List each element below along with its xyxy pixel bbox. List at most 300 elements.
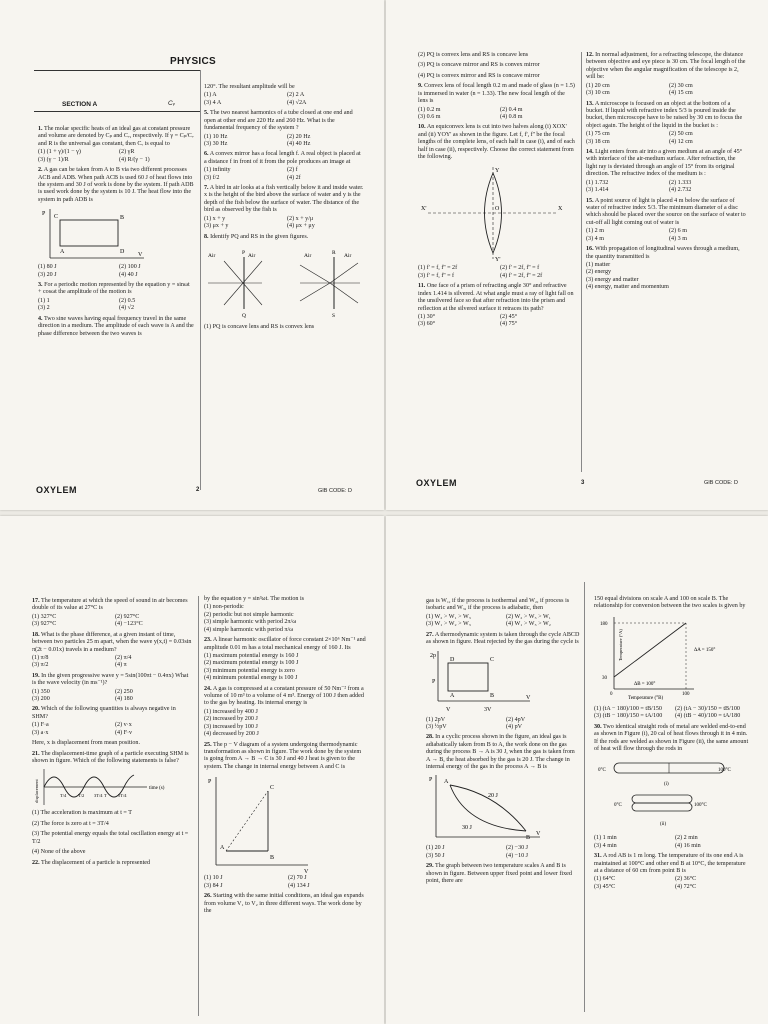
answer-option[interactable]: (3) 84 J bbox=[204, 882, 223, 889]
page2-col1 bbox=[38, 126, 194, 341]
answer-option[interactable]: (4) 3 m bbox=[669, 235, 687, 242]
answer-options bbox=[204, 92, 364, 107]
answer-option[interactable]: (1) F·a bbox=[32, 722, 49, 729]
answer-option[interactable]: (3) simple harmonic with period 2π/ω bbox=[204, 619, 297, 626]
answer-option[interactable]: (4) 180 bbox=[115, 696, 133, 703]
answer-option[interactable]: (3) f/2 bbox=[204, 174, 220, 181]
answer-option[interactable]: (3) 45°C bbox=[594, 883, 616, 890]
question bbox=[32, 849, 192, 856]
answer-option[interactable]: (4) 2.732 bbox=[669, 187, 692, 194]
page-number: 2 bbox=[196, 487, 200, 493]
answer-options bbox=[586, 228, 746, 243]
svg-text:D: D bbox=[120, 249, 125, 256]
answer-option[interactable]: (1) 2pV bbox=[426, 716, 446, 723]
question bbox=[32, 740, 192, 747]
question bbox=[586, 198, 746, 244]
answer-option[interactable]: (4) √2 bbox=[119, 305, 135, 312]
question-text: (2) The force is zero at t = 3T/4 bbox=[32, 820, 109, 827]
svg-text:30: 30 bbox=[602, 675, 607, 681]
svg-text:30 J: 30 J bbox=[462, 825, 472, 832]
answer-option[interactable]: (4) 15 cm bbox=[669, 90, 693, 97]
question bbox=[586, 149, 746, 195]
svg-text:A: A bbox=[60, 249, 65, 256]
question-number: 30. bbox=[594, 723, 602, 730]
answer-options bbox=[594, 835, 750, 850]
question-text: A convex mirror has a focal length f. A real object is placed at a distance f in front of it from the pole produces an image at bbox=[204, 151, 361, 165]
page2-col2 bbox=[204, 84, 364, 334]
question bbox=[32, 831, 192, 846]
answer-option[interactable]: (2) 0.4 m bbox=[500, 106, 523, 113]
answer-options bbox=[32, 614, 192, 629]
answer-option[interactable]: (2) 1.333 bbox=[669, 179, 692, 186]
answer-options bbox=[32, 722, 192, 737]
question bbox=[204, 686, 366, 739]
answer-option[interactable]: (4) 12 cm bbox=[669, 138, 693, 145]
svg-text:V: V bbox=[526, 694, 531, 701]
answer-option[interactable]: (4) f' = 2f, f'' = 2f bbox=[500, 272, 543, 279]
svg-text:time (s): time (s) bbox=[149, 786, 165, 792]
question bbox=[204, 324, 364, 331]
svg-text:displacement: displacement bbox=[34, 779, 39, 804]
pv-diagram-acb-adb bbox=[38, 206, 148, 262]
question bbox=[32, 821, 192, 828]
answer-option[interactable]: (3) 20 J bbox=[38, 271, 57, 278]
svg-text:Y: Y bbox=[495, 168, 500, 175]
answer-option[interactable]: (1) 80 J bbox=[38, 264, 57, 271]
question-number: 19. bbox=[32, 672, 40, 679]
answer-option[interactable]: (2) W₂ > W₃ > W₁ bbox=[506, 613, 551, 620]
question-text: Starting with the same initial conditions, an ideal gas expands from volume V₁ to V₂ in three different ways. The work done by the bbox=[204, 893, 364, 914]
answer-option[interactable]: (4) F·v bbox=[115, 729, 133, 736]
svg-text:Q: Q bbox=[242, 313, 246, 320]
gib-code: GIB CODE: D bbox=[704, 480, 738, 486]
question-text: gas is W₁, if the process is isothermal and W₂, if process is isobaric and W₃, if the process is adiabatic, then bbox=[426, 598, 570, 612]
page3-col2 bbox=[586, 52, 746, 295]
answer-option[interactable]: (4) √2A bbox=[287, 99, 307, 106]
pv-diagram-abc bbox=[204, 773, 314, 873]
page-5 bbox=[386, 516, 768, 1024]
answer-option[interactable]: (4) 40 J bbox=[119, 271, 138, 278]
question-number: 24. bbox=[204, 685, 212, 692]
answer-option[interactable]: (3) 200 bbox=[32, 696, 50, 703]
answer-options bbox=[32, 655, 192, 670]
answer-option[interactable]: (4) μx + μy bbox=[287, 223, 315, 230]
answer-option[interactable]: (3) 10 cm bbox=[586, 90, 610, 97]
answer-option[interactable]: (1) 20 cm bbox=[586, 82, 610, 89]
answer-option[interactable]: (1) 64°C bbox=[594, 876, 616, 883]
answer-option[interactable]: (2) 927°C bbox=[115, 613, 140, 620]
question-text: In the given progressive wave y = 5sin(100πt − 0.4πx) What is the wave velocity (in ms⁻¹)? bbox=[32, 672, 189, 687]
answer-option[interactable]: (1) 350 bbox=[32, 688, 50, 695]
question bbox=[418, 73, 576, 80]
answer-option[interactable]: (2) 250 bbox=[115, 688, 133, 695]
question-number: 15. bbox=[586, 197, 594, 204]
question bbox=[418, 52, 576, 59]
svg-text:3V: 3V bbox=[484, 706, 492, 713]
question bbox=[594, 596, 750, 703]
answer-option[interactable]: (2) 6 m bbox=[669, 228, 687, 235]
question-text: The displacement-time graph of a particle executing SHM is shown in figure. Which of the following statements is false? bbox=[32, 750, 189, 765]
question bbox=[586, 52, 746, 98]
answer-options bbox=[204, 875, 366, 890]
answer-option[interactable]: (1) matter bbox=[586, 261, 611, 268]
answer-options bbox=[38, 149, 194, 164]
answer-option[interactable]: (3) μx + y bbox=[204, 223, 229, 230]
page4-col2 bbox=[204, 596, 366, 918]
question bbox=[32, 751, 192, 808]
answer-option[interactable]: (1) 30° bbox=[418, 314, 436, 321]
question bbox=[418, 283, 576, 329]
gib-code: GIB CODE: D bbox=[318, 488, 352, 494]
svg-text:100: 100 bbox=[682, 691, 690, 697]
svg-text:ΔA = 150°: ΔA = 150° bbox=[694, 647, 716, 653]
question-text: (3) PQ is concave mirror and RS is convex mirror bbox=[418, 62, 540, 69]
question bbox=[38, 282, 194, 313]
answer-option[interactable]: (2) x + y/μ bbox=[287, 215, 314, 222]
answer-option[interactable]: (3) 60° bbox=[418, 321, 436, 328]
answer-option[interactable]: (4) 16 min bbox=[675, 842, 701, 849]
cyclic-process-diagram bbox=[426, 773, 546, 843]
question-text: (3) The potential energy equals the total oscillation energy at t = T/2 bbox=[32, 831, 189, 845]
question bbox=[418, 83, 576, 121]
page5-col2 bbox=[594, 596, 750, 894]
page-title: PHYSICS bbox=[170, 56, 217, 67]
question bbox=[38, 316, 194, 338]
answer-option[interactable]: (4) 2f bbox=[287, 174, 301, 181]
question bbox=[204, 110, 364, 148]
answer-option[interactable]: (3) 4 A bbox=[204, 99, 222, 106]
question-number: 13. bbox=[586, 100, 594, 107]
answer-option[interactable]: (3) 50 J bbox=[426, 852, 445, 859]
question bbox=[32, 632, 192, 670]
answer-option[interactable]: (1) (1 + γ)/(1 − γ) bbox=[38, 149, 81, 156]
answer-option[interactable]: (4) 134 J bbox=[288, 882, 310, 889]
question bbox=[204, 893, 366, 915]
svg-text:Air: Air bbox=[344, 253, 352, 260]
svg-text:3T/4: 3T/4 bbox=[94, 793, 103, 799]
question bbox=[32, 598, 192, 629]
question-text: A linear harmonic oscillator of force constant 2×10⁶ Nm⁻¹ and amplitude 0.01 m has a total mechanical energy of 160 J. Its bbox=[204, 637, 366, 651]
answer-options bbox=[38, 298, 194, 313]
answer-options bbox=[586, 180, 746, 195]
question bbox=[32, 706, 192, 737]
answer-options bbox=[418, 107, 576, 122]
question-number: 18. bbox=[32, 631, 40, 638]
answer-options bbox=[32, 689, 192, 704]
question bbox=[426, 598, 580, 629]
question bbox=[38, 167, 194, 279]
question-number: 2. bbox=[38, 167, 43, 174]
answer-option[interactable]: (4) 72°C bbox=[675, 883, 697, 890]
question-text: In a cyclic process shown in the figure, an ideal gas is adiabatically taken from B to A, the work done on the gas during the process B → A is 30 J, when the gas is taken from A → B, the heat absorbed by the gas is 20 J. The change in internal energy of the gas in the process A → B is bbox=[426, 734, 575, 771]
svg-text:C: C bbox=[54, 214, 59, 221]
svg-text:X: X bbox=[558, 206, 563, 213]
question-text: Convex lens of focal length 0.2 m and made of glass (n = 1.5) is immersed in water (n = 1.33). The new focal length of the lens is bbox=[418, 83, 575, 105]
answer-option[interactable]: (3) 2 bbox=[38, 305, 50, 312]
svg-text:ΔB = 100°: ΔB = 100° bbox=[634, 681, 656, 687]
answer-option[interactable]: (2) 2 min bbox=[675, 835, 698, 842]
answer-option[interactable]: (3) (tB − 180)/150 = tA/100 bbox=[594, 713, 663, 720]
answer-option[interactable]: (2) 70 J bbox=[288, 875, 307, 882]
answer-option[interactable]: (3) π/2 bbox=[32, 662, 49, 669]
answer-option[interactable]: (2) f' = 2f, f'' = f bbox=[500, 265, 540, 272]
answer-option[interactable]: (2) energy bbox=[586, 269, 612, 276]
answer-option[interactable]: (3) (γ − 1)/R bbox=[38, 156, 69, 163]
question-text: (2) PQ is convex lens and RS is concave lens bbox=[418, 52, 529, 58]
svg-text:T/2: T/2 bbox=[78, 793, 85, 799]
answer-option[interactable]: (1) 10 J bbox=[204, 875, 223, 882]
question-text: by the equation y = sin³ωt. The motion is bbox=[204, 596, 305, 602]
svg-text:A: A bbox=[444, 779, 449, 786]
answer-option[interactable]: (4) −10 J bbox=[506, 852, 529, 859]
answer-option[interactable]: (1) 1 bbox=[38, 297, 50, 304]
svg-text:100°C: 100°C bbox=[718, 768, 731, 774]
answer-option[interactable]: (3) 4 m bbox=[586, 235, 604, 242]
answer-option[interactable]: (1) 20 J bbox=[426, 845, 445, 852]
answer-options bbox=[418, 265, 576, 280]
question-text: Two identical straight rods of metal are welded end-to-end as shown in Figure (i), 20 cal of heat flows through it in 4 min. If the rods are welded as shown in Figure (ii), the same amount of heat will flow through the rods in bbox=[594, 723, 749, 752]
answer-option[interactable]: (1) A bbox=[204, 92, 217, 99]
question-text: Two sine waves having equal frequency travel in the same direction in a medium. The amplitude of each wave is A and the phase difference between the two waves is bbox=[38, 315, 194, 337]
answer-option[interactable]: (2) 50 cm bbox=[669, 131, 693, 138]
question-number: 25. bbox=[204, 741, 212, 748]
question-text: The graph between two temperature scales A and B is shown in figure. Between upper fixed point and lower fixed point, there are bbox=[426, 863, 572, 885]
question-text: The displacement of a particle is represented bbox=[41, 859, 151, 866]
answer-option[interactable]: (3) increased by 100 J bbox=[204, 723, 258, 730]
question bbox=[204, 234, 364, 321]
question bbox=[586, 101, 746, 147]
question-number: 11. bbox=[418, 283, 426, 290]
svg-text:T/4: T/4 bbox=[60, 793, 67, 799]
question-number: 14. bbox=[586, 149, 594, 156]
answer-option[interactable]: (3) 0.6 m bbox=[418, 113, 441, 120]
answer-option[interactable]: (4) W₁ > W₃ > W₂ bbox=[506, 621, 551, 628]
question-text: An equiconvex lens is cut into two halves along (i) XOX' and (ii) YOY' as shown in the figure. Let f, f', f'' be the focal lengths of the complete lens, of each half in case (i), and of each half in case (ii), respectively. Choose the correct statement from the following. bbox=[418, 124, 575, 161]
answer-option[interactable]: (3) 30 Hz bbox=[204, 140, 228, 147]
page5-col1 bbox=[426, 598, 580, 889]
question-text: The molar specific heats of an ideal gas at constant pressure and volume are denoted by Cₚ and Cᵥ, respectively. If γ = Cₚ/Cᵥ and R is the universal gas constant, then Cᵥ is equal to bbox=[38, 126, 194, 147]
question-number: 17. bbox=[32, 598, 40, 604]
question bbox=[204, 151, 364, 182]
answer-options bbox=[204, 167, 364, 182]
answer-option[interactable]: (2) f bbox=[287, 167, 298, 174]
answer-option[interactable]: (3) ½pV bbox=[426, 723, 447, 730]
svg-text:D: D bbox=[450, 656, 455, 663]
answer-option[interactable]: (1) W₂ > W₁ > W₃ bbox=[426, 613, 471, 620]
answer-option[interactable]: (1) (tA − 180)/100 = tB/150 bbox=[594, 705, 662, 712]
question-number: 3. bbox=[38, 282, 43, 289]
question-number: 7. bbox=[204, 185, 209, 192]
page4-col1 bbox=[32, 598, 192, 870]
svg-text:V: V bbox=[138, 252, 143, 259]
answer-option[interactable]: (1) x + y bbox=[204, 215, 226, 222]
answer-option[interactable]: (4) −123°C bbox=[115, 621, 143, 628]
answer-options bbox=[426, 717, 580, 732]
answer-option[interactable]: (2) 4pV bbox=[506, 716, 526, 723]
answer-options bbox=[426, 614, 580, 629]
answer-option[interactable]: (3) W₁ > W₂ > W₃ bbox=[426, 621, 471, 628]
answer-option[interactable]: (4) minimum potential energy is 100 J bbox=[204, 675, 298, 682]
answer-option[interactable]: (2) π/4 bbox=[115, 654, 132, 661]
section-heading: SECTION A bbox=[62, 101, 98, 108]
svg-text:Air: Air bbox=[248, 253, 256, 260]
page-number: 3 bbox=[581, 480, 585, 486]
answer-option[interactable]: (1) 1 min bbox=[594, 835, 617, 842]
svg-text:180: 180 bbox=[600, 621, 608, 627]
answer-option[interactable]: (4) π bbox=[115, 662, 127, 669]
answer-option[interactable]: (4) 75° bbox=[500, 321, 518, 328]
svg-text:P: P bbox=[208, 779, 212, 786]
answer-option[interactable]: (2) 2 A bbox=[287, 92, 305, 99]
answer-option[interactable]: (2) 36°C bbox=[675, 876, 697, 883]
question bbox=[204, 185, 364, 231]
answer-option[interactable]: (4) decreased by 200 J bbox=[204, 731, 259, 738]
question-text: In normal adjustment, for a refracting telescope, the distance between objective and eye piece is 30 cm. The focal length of the objective when the angular magnification of the telescope is 2, will be: bbox=[586, 52, 746, 81]
equiconvex-lens-figure bbox=[418, 163, 568, 263]
question-number: 31. bbox=[594, 853, 602, 860]
question-text: A bird in air looks at a fish vertically below it and inside water. x is the height of the bird above the surface of water and y is the depth of the fish below the surface of water. The distance of the bird as observed by the fish is bbox=[204, 185, 364, 214]
question-text: (1) PQ is concave lens and RS is convex lens bbox=[204, 324, 315, 331]
answer-options bbox=[204, 653, 366, 683]
svg-text:P: P bbox=[42, 211, 46, 218]
question-number: 20. bbox=[32, 706, 40, 713]
svg-text:X': X' bbox=[421, 206, 427, 213]
question-number: 9. bbox=[418, 83, 423, 90]
question-number: 10. bbox=[418, 124, 426, 131]
answer-option[interactable]: (3) f' = f, f'' = f bbox=[418, 272, 455, 279]
svg-text:(ii): (ii) bbox=[660, 822, 667, 828]
question bbox=[418, 124, 576, 280]
answer-option[interactable]: (1) 75 cm bbox=[586, 131, 610, 138]
svg-text:5T/4: 5T/4 bbox=[118, 793, 127, 799]
answer-options bbox=[38, 264, 194, 279]
svg-text:R: R bbox=[332, 250, 336, 257]
answer-option[interactable]: (3) 4 min bbox=[594, 842, 617, 849]
question-number: 22. bbox=[32, 859, 40, 866]
question-number: 16. bbox=[586, 246, 594, 253]
answer-option[interactable]: (3) energy and matter bbox=[586, 276, 639, 283]
question-number: 28. bbox=[426, 734, 434, 741]
svg-text:Air: Air bbox=[208, 253, 216, 260]
svg-text:Y': Y' bbox=[495, 257, 501, 264]
welded-rods-figure bbox=[594, 755, 744, 833]
answer-option[interactable]: (2) (tA − 30)/150 = tB/100 bbox=[675, 705, 740, 712]
answer-options bbox=[594, 876, 750, 891]
question-number: 5. bbox=[204, 110, 209, 117]
question-text: Light enters from air into a given medium at an angle of 45° with interface of the air-medium surface. After refraction, the light ray is deviated through an angle of 15° from its original direction. The refractive index of the medium is : bbox=[586, 149, 743, 178]
question bbox=[426, 632, 580, 732]
answer-option[interactable]: (1) f' = f, f'' = 2f bbox=[418, 265, 458, 272]
svg-text:P: P bbox=[432, 678, 436, 685]
page3-col1 bbox=[418, 52, 576, 332]
answer-option[interactable]: (2) periodic but not simple harmonic bbox=[204, 611, 294, 618]
question-text: With propagation of longitudinal waves through a medium, the quantity transmitted is bbox=[586, 246, 740, 260]
question bbox=[594, 853, 750, 891]
answer-option[interactable]: (1) 1.732 bbox=[586, 179, 609, 186]
svg-text:20 J: 20 J bbox=[488, 793, 498, 800]
answer-option[interactable]: (4) pV bbox=[506, 723, 523, 730]
temperature-scale-graph bbox=[594, 613, 744, 703]
question-text: A rod AB is 1 m long. The temperature of its one end A is maintained at 100°C and other end B at 10°C, the temperature at a distance of 60 cm from point B is bbox=[594, 853, 746, 875]
question-text: Which of the following quantities is always negative in SHM? bbox=[32, 706, 176, 720]
question-text: (4) PQ is convex mirror and RS is concave mirror bbox=[418, 72, 540, 79]
answer-option[interactable]: (1) non-periodic bbox=[204, 604, 244, 611]
question-number: 27. bbox=[426, 631, 434, 638]
answer-option[interactable]: (4) energy, matter and momentum bbox=[586, 284, 669, 291]
answer-option[interactable]: (2) v·x bbox=[115, 722, 132, 729]
question-text: The temperature at which the speed of sound in air becomes double of its value at 27°C is bbox=[32, 598, 188, 612]
answer-option[interactable]: (2) 0.5 bbox=[119, 297, 136, 304]
answer-option[interactable]: (1) maximum potential energy is 160 J bbox=[204, 652, 299, 659]
answer-option[interactable]: (3) a·x bbox=[32, 729, 49, 736]
answer-option[interactable]: (1) 2 m bbox=[586, 228, 604, 235]
brand-logo: OXYLEM bbox=[36, 485, 78, 495]
answer-option[interactable]: (2) maximum potential energy is 100 J bbox=[204, 660, 299, 667]
question bbox=[204, 742, 366, 891]
answer-option[interactable]: (1) infinity bbox=[204, 167, 231, 174]
answer-option[interactable]: (1) π/8 bbox=[32, 654, 49, 661]
answer-option[interactable]: (3) 927°C bbox=[32, 621, 57, 628]
answer-option[interactable]: (2) 45° bbox=[500, 314, 518, 321]
svg-text:P: P bbox=[429, 777, 433, 784]
answer-options bbox=[586, 262, 746, 292]
answer-options bbox=[594, 706, 750, 721]
answer-option[interactable]: (4) simple harmonic with period π/ω bbox=[204, 626, 294, 633]
answer-options bbox=[418, 314, 576, 329]
answer-option[interactable]: (3) 18 cm bbox=[586, 138, 610, 145]
answer-option[interactable]: (4) 0.8 m bbox=[500, 113, 523, 120]
answer-options bbox=[204, 709, 366, 739]
answer-option[interactable]: (1) increased by 400 J bbox=[204, 708, 258, 715]
question-text: 150 equal divisions on scale A and 100 on scale B. The relationship for conversion between the two scales is given by bbox=[594, 596, 746, 610]
answer-options bbox=[204, 134, 364, 149]
question bbox=[38, 126, 194, 164]
answer-options bbox=[204, 604, 366, 634]
question bbox=[204, 637, 366, 683]
answer-option[interactable]: (2) −30 J bbox=[506, 845, 529, 852]
question-text: What is the phase difference, at a given instant of time, between two particles 25 m apart, when the wave y(x,t) = 0.03sin π(2t − 0.01x) travels in a medium? bbox=[32, 631, 192, 653]
question bbox=[594, 706, 750, 721]
question bbox=[418, 62, 576, 69]
answer-option[interactable]: (2) 30 cm bbox=[669, 82, 693, 89]
answer-options bbox=[426, 845, 580, 860]
svg-text:0°C: 0°C bbox=[614, 803, 622, 809]
answer-option[interactable]: (2) increased by 200 J bbox=[204, 716, 258, 723]
question-text: (4) None of the above bbox=[32, 849, 86, 856]
answer-option[interactable]: (2) 100 J bbox=[119, 264, 141, 271]
svg-text:S: S bbox=[332, 313, 336, 320]
question-text: A gas is compressed at a constant pressure of 50 Nm⁻² from a volume of 10 m³ to a volume of 4 m³. Energy of 100 J then added to the gas by heating. Its internal energy is bbox=[204, 685, 364, 707]
page-4 bbox=[0, 516, 384, 1024]
answer-option[interactable]: (4) R/(γ − 1) bbox=[119, 156, 150, 163]
page-2 bbox=[0, 0, 384, 510]
answer-option[interactable]: (4) (tB − 40)/100 = tA/180 bbox=[675, 713, 741, 720]
question bbox=[586, 246, 746, 292]
answer-option[interactable]: (1) 327°C bbox=[32, 613, 57, 620]
question-number: 1. bbox=[38, 126, 43, 132]
answer-option[interactable]: (3) minimum potential energy is zero bbox=[204, 667, 295, 674]
answer-option[interactable]: (2) γR bbox=[119, 149, 135, 156]
answer-option[interactable]: (3) 1.414 bbox=[586, 187, 609, 194]
svg-text:B: B bbox=[270, 855, 275, 862]
svg-text:B: B bbox=[120, 215, 125, 222]
answer-option[interactable]: (1) 10 Hz bbox=[204, 133, 228, 140]
answer-options bbox=[204, 216, 364, 231]
answer-option[interactable]: (2) 20 Hz bbox=[287, 133, 311, 140]
answer-option[interactable]: (1) 0.2 m bbox=[418, 106, 441, 113]
answer-option[interactable]: (4) 40 Hz bbox=[287, 140, 311, 147]
svg-text:0: 0 bbox=[610, 691, 613, 697]
